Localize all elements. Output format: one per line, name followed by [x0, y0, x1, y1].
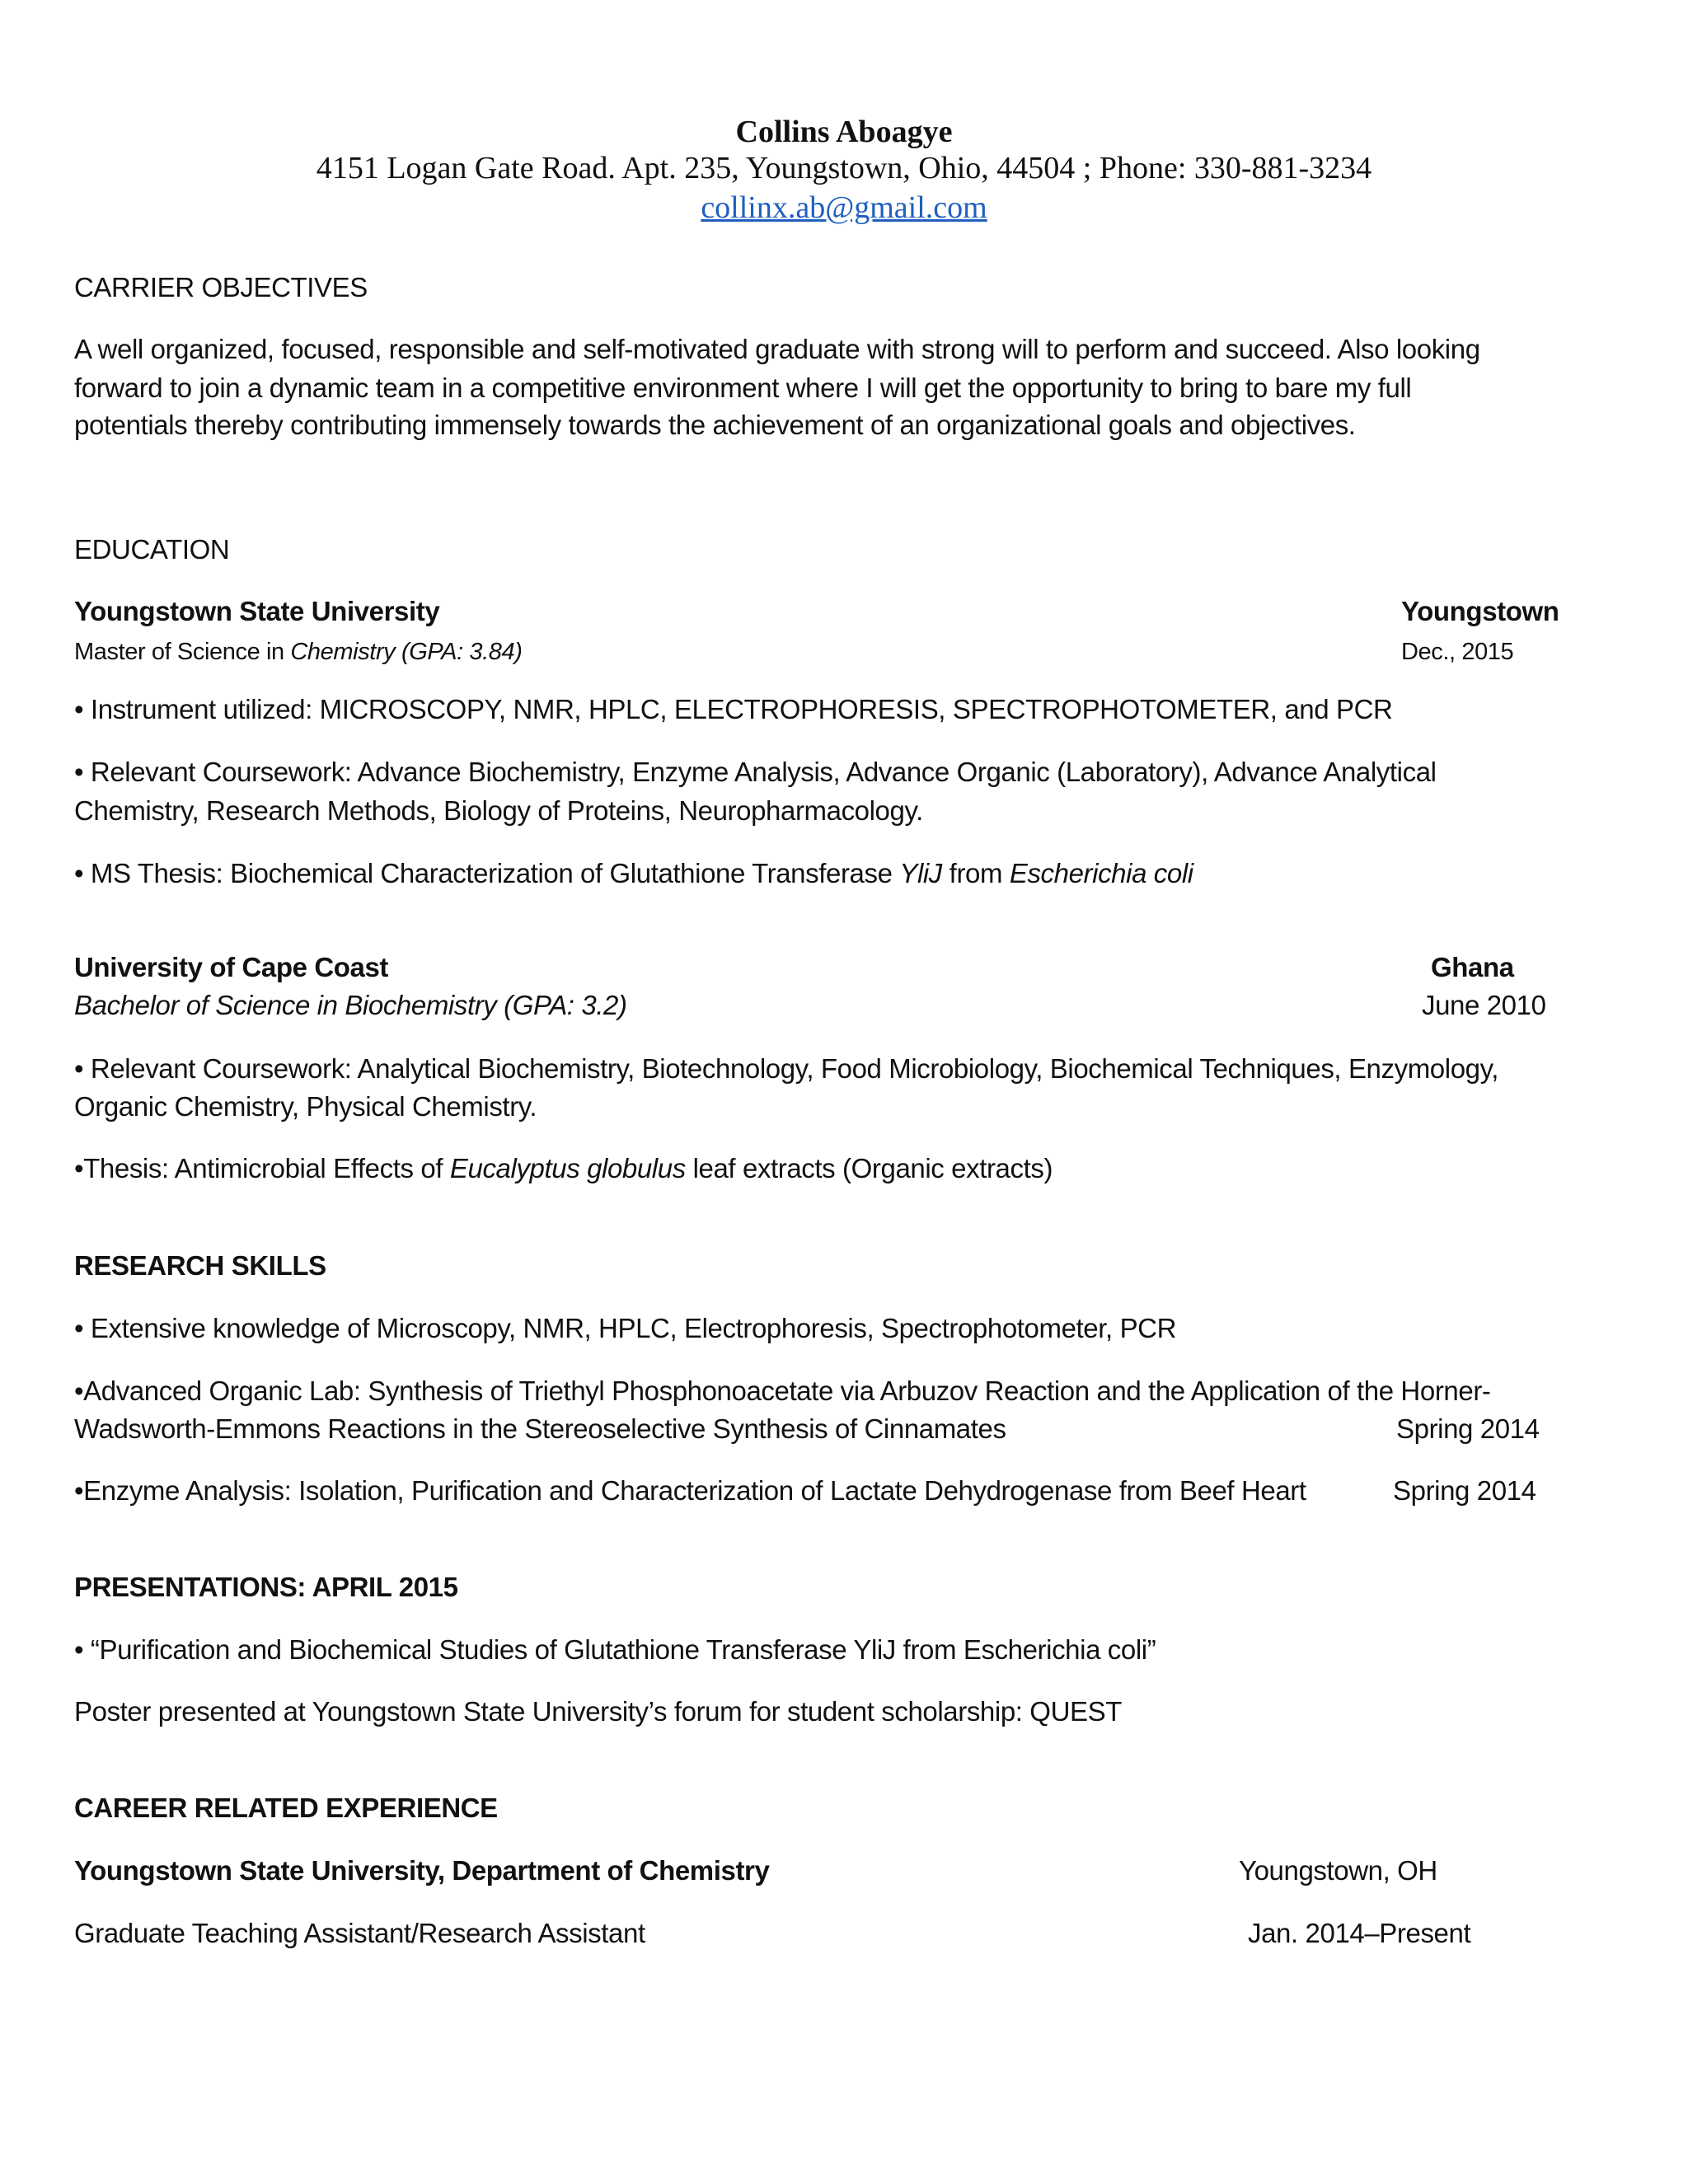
objective-line-1: A well organized, focused, responsible and self-motivated graduate with strong will to perform and succeed. Also looking: [74, 334, 1480, 364]
ysu-thesis-organism: Escherichia coli: [1009, 858, 1193, 888]
ucc-degree: Bachelor of Science in Biochemistry (GPA: 3.2): [74, 990, 627, 1020]
objective-line-2: forward to join a dynamic team in a competitive environment where I will get the opportunity to bring to bare my full: [74, 373, 1412, 403]
ysu-bullet-instruments: • Instrument utilized: MICROSCOPY, NMR, HPLC, ELECTROPHORESIS, SPECTROPHOTOMETER, and PCR: [74, 694, 1393, 724]
ysu-bullet-coursework-2: Chemistry, Research Methods, Biology of Proteins, Neuropharmacology.: [74, 795, 923, 826]
ysu-bullet-coursework-1: • Relevant Coursework: Advance Biochemistry, Enzyme Analysis, Advance Organic (Laboratory), Advance Analytical: [74, 757, 1437, 787]
ucc-thesis-species: Eucalyptus globulus: [449, 1153, 686, 1183]
ucc-bullet-thesis: [74, 1153, 1053, 1184]
ucc-date: June 2010: [1422, 990, 1546, 1020]
research-organic-date: Spring 2014: [1396, 1413, 1540, 1444]
ucc-school-name: University of Cape Coast: [74, 952, 389, 982]
objective-line-3: potentials thereby contributing immensely towards the achievement of an organizational goals and objectives.: [74, 410, 1356, 440]
ysu-thesis-mid: from: [941, 858, 1010, 888]
ucc-bullet-coursework-2: Organic Chemistry, Physical Chemistry.: [74, 1091, 537, 1122]
ysu-degree-field: Chemistry (GPA: 3.84): [290, 639, 523, 665]
experience-dates: Jan. 2014–Present: [1248, 1918, 1471, 1948]
experience-employer: Youngstown State University, Department of Chemistry: [74, 1855, 770, 1886]
ysu-degree-prefix: Master of Science in: [74, 639, 291, 665]
section-heading-presentations: PRESENTATIONS: APRIL 2015: [74, 1572, 458, 1602]
research-bullet-organic-2: Wadsworth-Emmons Reactions in the Stereoselective Synthesis of Cinnamates: [74, 1413, 1006, 1444]
ysu-date: Dec., 2015: [1401, 639, 1514, 665]
ysu-thesis-gene: YliJ: [899, 858, 942, 888]
research-enzyme-date: Spring 2014: [1393, 1475, 1536, 1506]
section-heading-research: RESEARCH SKILLS: [74, 1250, 326, 1281]
ysu-school-name: Youngstown State University: [74, 596, 440, 626]
research-bullet-knowledge: • Extensive knowledge of Microscopy, NMR, HPLC, Electrophoresis, Spectrophotometer, PCR: [74, 1313, 1177, 1343]
ucc-location: Ghana: [1431, 952, 1514, 982]
candidate-name: Collins Aboagye: [735, 115, 953, 149]
section-heading-objectives: CARRIER OBJECTIVES: [74, 272, 368, 302]
contact-address: 4151 Logan Gate Road. Apt. 235, Youngstown, Ohio, 44504 ; Phone: 330-881-3234: [316, 151, 1372, 185]
section-heading-education: EDUCATION: [74, 534, 230, 565]
ysu-location: Youngstown: [1401, 596, 1559, 626]
ucc-thesis-suffix: leaf extracts (Organic extracts): [685, 1153, 1053, 1183]
ysu-bullet-thesis: [74, 858, 1193, 889]
email-link[interactable]: collinx.ab@gmail.com: [701, 190, 987, 225]
experience-role: Graduate Teaching Assistant/Research Assistant: [74, 1918, 645, 1948]
presentation-note: Poster presented at Youngstown State University’s forum for student scholarship: QUEST: [74, 1696, 1122, 1727]
ucc-thesis-prefix: •Thesis: Antimicrobial Effects of: [74, 1153, 450, 1183]
ucc-bullet-coursework-1: • Relevant Coursework: Analytical Biochemistry, Biotechnology, Food Microbiology, Biochemical Techniques, Enzymology,: [74, 1053, 1499, 1084]
presentation-title: • “Purification and Biochemical Studies of Glutathione Transferase YliJ from Escherichia coli”: [74, 1634, 1156, 1665]
ysu-thesis-prefix: • MS Thesis: Biochemical Characterization of Glutathione Transferase: [74, 858, 900, 888]
ysu-degree: [74, 639, 523, 666]
research-bullet-organic-1: •Advanced Organic Lab: Synthesis of Triethyl Phosphonoacetate via Arbuzov Reaction and the Application of the Horner-: [74, 1376, 1491, 1406]
research-bullet-enzyme: •Enzyme Analysis: Isolation, Purification and Characterization of Lactate Dehydrogenase from Beef Heart: [74, 1475, 1306, 1506]
section-heading-experience: CAREER RELATED EXPERIENCE: [74, 1793, 498, 1823]
experience-location: Youngstown, OH: [1239, 1855, 1437, 1886]
contact-email-wrap: [0, 190, 1688, 226]
